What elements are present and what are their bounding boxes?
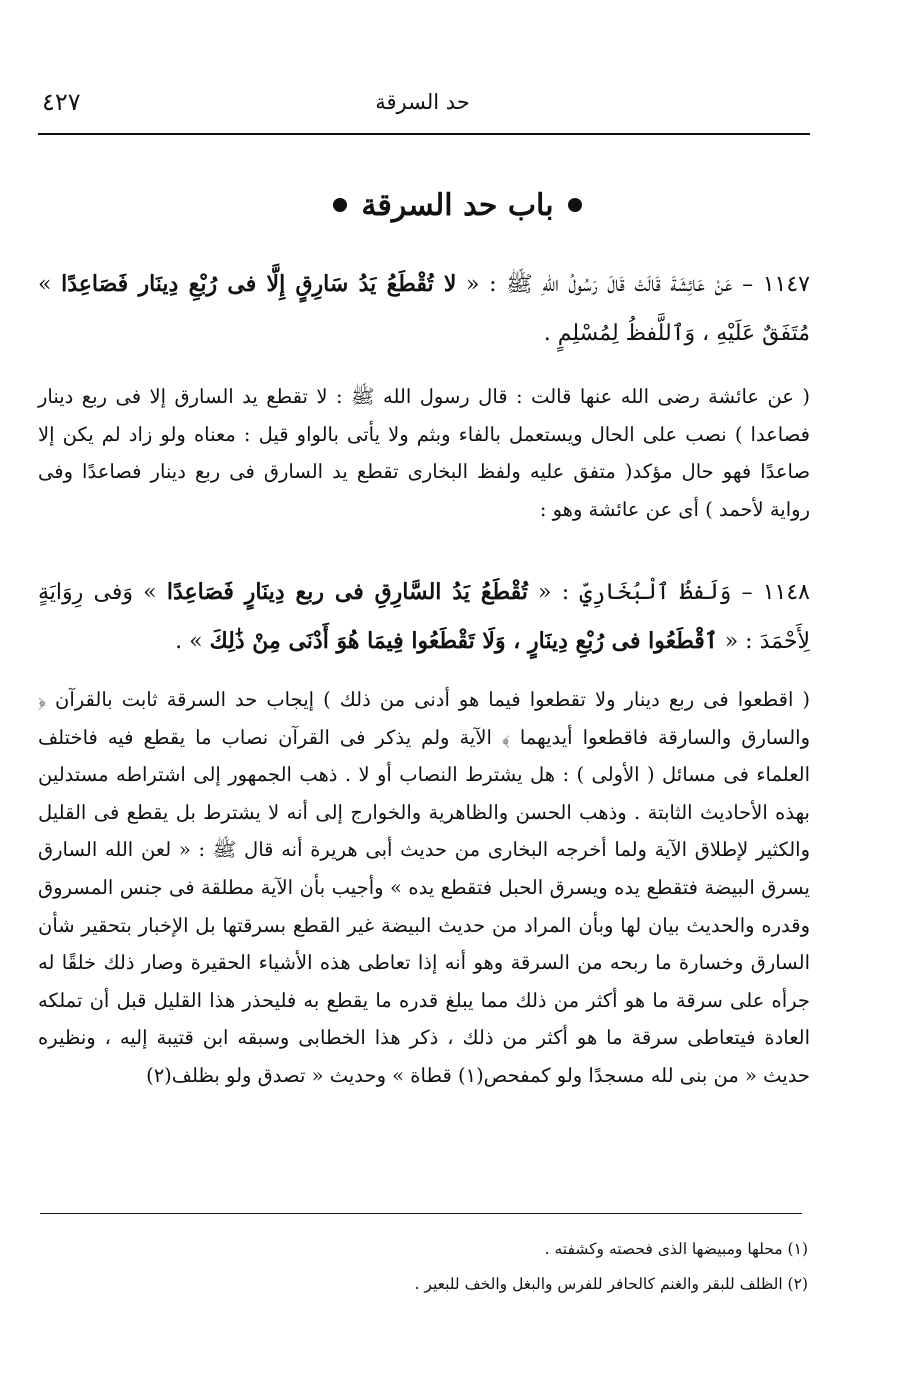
hadith-1148-transition: » وَفى رِوَايَةٍ لِأَحْمَدَ : « [38,580,810,654]
hadith-1148 [38,568,810,666]
commentary-1147 [38,378,810,528]
hadith-1147-intro: ١١٤٧ – عَنْ عَائِشَةَ قَالَتْ قَالَ رَسُولُ اللهِ ﷺ : « [466,272,810,297]
header-divider [38,133,810,135]
commentary-1148 [38,681,810,1095]
page-number: ٤٢٧ [42,88,81,116]
hadith-1148-end: » . [175,629,203,654]
running-header-title: حد السرقة [375,90,470,114]
footnote-divider [40,1213,802,1214]
bullet-icon [333,198,347,212]
commentary-1148-text: ( اقطعوا فى ربع دينار ولا تقطعوا فيما هو أدنى من ذلك ) إيجاب حد السرقة ثابت بالقرآن ﴿ والسارق والسارقة فاقطعوا أيديهما ﴾ الآية ولم يذكر فى القرآن نصاب ما يقطع فيه فاختلف العلماء فى مسائل ( الأولى ) : هل يشترط النصاب أو لا . ذهب الجمهور إلى اشتراطه مستدلين بهذه الأحاديث الثابتة . وذهب الحسن والظاهرية والخوارج إلى أنه لا يشترط بل يقطع فى القليل والكثير لإطلاق الآية ولما أخرجه البخارى من حديث أبى هريرة أنه قال ﷺ : « لعن الله السارق يسرق البيضة فتقطع يده ويسرق الحبل فتقطع يده » وأجيب بأن الآية مطلقة فى جنس المسروق وقدره والحديث بيان لها وبأن المراد من حديث البيضة غير القطع بسرقتها بل الإخبار بتحقير شأن السارق وخسارة ما ربحه من السرقة وهو أنه إذا تعاطى هذه الأشياء الحقيرة وصار ذلك خلقًا له جرأه على سرقة ما هو أكثر من ذلك مما يبلغ قدره ما يقطع به فليحذر هذا القليل قبل أن تملكه العادة فيتعاطى سرقة ما هو أكثر من ذلك ، ذكر هذا الخطابى وسبقه ابن قتيبة إليه ، ونظيره حديث « من بنى لله مسجدًا ولو كمفحص(١) قطاة » وحديث « تصدق ولو بظلف(٢) [38,688,810,1087]
commentary-1147-text: ( عن عائشة رضى الله عنها قالت : قال رسول الله ﷺ : لا تقطع يد السارق إلا فى ربع دينار فصاعدا ) نصب على الحال ويستعمل بالفاء وبثم ولا يأتى بالواو قيل : معناه ولو زاد لم يكن إلا صاعدًا فهو حال مؤكد( متفق عليه ولفظ البخارى تقطع يد السارق فى ربع دينار فصاعدًا وفى رواية لأحمد ) أى عن عائشة وهو : [38,385,811,521]
hadith-1148-matn-ahmad: ٱقْطَعُوا فى رُبْعِ دِينَارٍ ، وَلَا تَقْطَعُوا فِيمَا هُوَ أَدْنَى مِنْ ذَٰلِكَ [209,628,718,654]
chapter-title [0,188,915,223]
footnote-2: (٢) الظلف للبقر والغنم كالحافر للفرس والبغل والخف للبعير . [414,1275,808,1293]
bullet-icon [568,198,582,212]
chapter-title-text: باب حد السرقة [361,188,554,223]
hadith-1148-matn-bukhari: تُقْطَعُ يَدُ السَّارِقِ فى ربع دِينَارٍ فَصَاعِدًا [166,579,528,605]
hadith-1147-source: » مُتَفَقٌ عَلَيْهِ ، وَٱللَّفظُ لِمُسْلِمٍ . [38,272,810,346]
hadith-1147 [38,260,810,358]
hadith-1147-matn: لا تُقْطَعُ يَدُ سَارِقٍ إِلَّا فى رُبْعِ دِينَار فَصَاعِدًا [61,271,457,297]
hadith-1148-intro: ١١٤٨ – وَلَفظُ ٱلْبُخَارِيِّ : « [538,580,810,605]
footnote-1: (١) محلها ومبيضها الذى فحصته وكشفته . [544,1240,808,1258]
running-header [38,88,807,122]
